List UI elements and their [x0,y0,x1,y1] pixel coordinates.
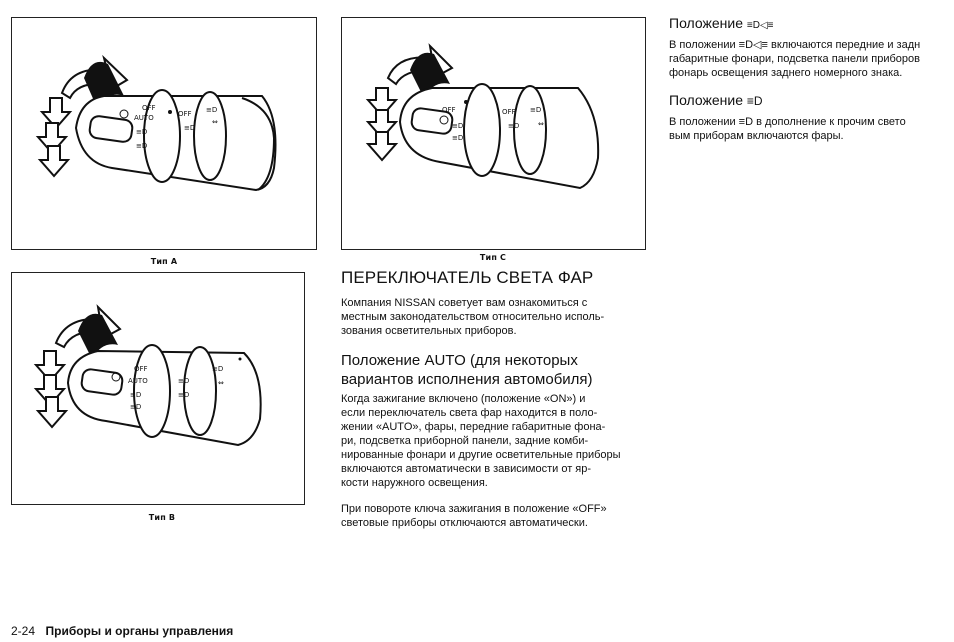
svg-text:≡D: ≡D [452,134,464,142]
page-number: 2-24 [11,624,36,638]
svg-text:AUTO: AUTO [128,377,148,385]
svg-text:AUTO: AUTO [134,114,154,122]
svg-text:OFF: OFF [442,106,456,114]
section-title: ПЕРЕКЛЮЧАТЕЛЬ СВЕТА ФАР [341,268,594,287]
auto-heading: Положение AUTO (для некоторых вариантов исполнения автомобиля) [341,352,593,388]
headlight-switch-illustration [342,18,645,249]
svg-text:OFF: OFF [142,104,156,112]
svg-text:≡D: ≡D [178,391,190,399]
svg-text:≡D: ≡D [178,377,190,385]
headlight-switch-illustration [12,273,304,504]
svg-text:≡D: ≡D [452,122,464,130]
svg-text:≡D: ≡D [530,106,542,114]
parking-lights-icon: ≡D◁≡ [738,39,768,51]
svg-text:≡D: ≡D [136,142,148,150]
svg-text:OFF: OFF [178,110,192,118]
intro-paragraph: Компания NISSAN советует вам ознакомиться с местным законодательством относительно исполь- зования осветительных приборов. [341,297,605,337]
auto-paragraph: Когда зажигание включено (положение «ON») и если переключатель света фар находится в поло- жении «AUTO», фары, передние габаритные фона- ри, подсветка приборной панели, задние комби- нированные фонари и другие осветительные приборы включаются автоматически в зависимости от яр- кости наружного освещения. [341,393,621,489]
position1-text: В положении ≡D◁≡ включаются передние и задн габаритные фонари, подсветка панели приборов фонарь освещения заднего номерного знака. [669,39,921,79]
figure-caption-c: Тип С [479,253,507,262]
parking-lights-icon: ≡D◁≡ [746,20,774,31]
footer [11,622,233,640]
svg-text:≡D: ≡D [212,365,224,373]
figure-caption-b: Тип В [148,513,176,522]
figure-type-c [341,17,646,250]
svg-text:⇔: ⇔ [218,379,224,387]
headlight-icon: ≡D [738,116,754,128]
svg-text:≡D: ≡D [184,124,196,132]
svg-text:≡D: ≡D [136,128,148,136]
position2-heading: Положение ≡D [669,92,763,108]
headlight-icon: ≡D [746,94,763,108]
svg-text:≡D: ≡D [206,106,218,114]
stalk-body [76,90,276,190]
svg-text:⇔: ⇔ [538,120,544,128]
figure-type-a [11,17,317,250]
figure-caption-a: Тип А [150,257,178,266]
chapter-title: Приборы и органы управления [45,624,234,638]
svg-text:≡D: ≡D [130,403,142,411]
svg-text:⇔: ⇔ [212,118,218,126]
svg-text:≡D: ≡D [130,391,142,399]
position1-heading: Положение ≡D◁≡ [669,15,774,31]
svg-text:OFF: OFF [134,365,148,373]
auto-off-paragraph: При повороте ключа зажигания в положение «OFF» световые приборы отключаются автоматически. [341,503,607,529]
position2-text: В положении ≡D в дополнение к прочим свето вым приборам включаются фары. [669,116,906,142]
headlight-switch-illustration [12,18,316,249]
svg-text:≡D: ≡D [508,122,520,130]
svg-text:OFF: OFF [502,108,516,116]
figure-type-b [11,272,305,505]
